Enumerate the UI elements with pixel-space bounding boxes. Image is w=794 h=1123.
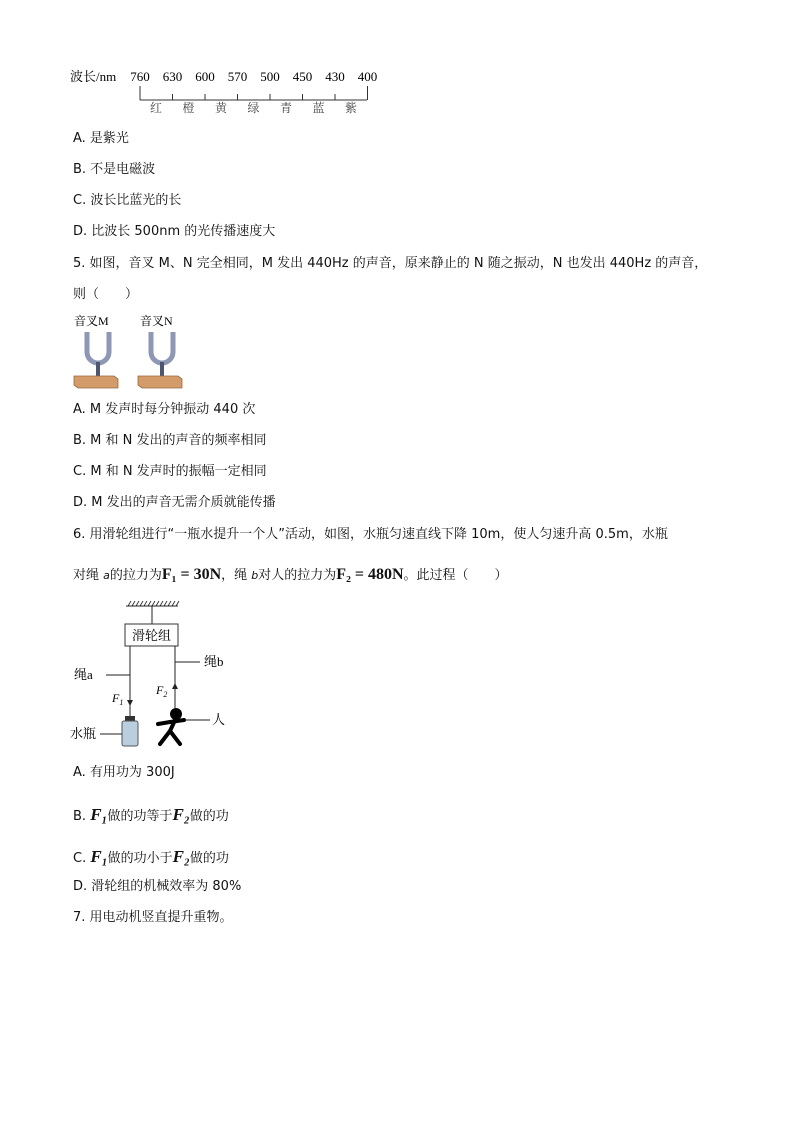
spectrum-color-label: 橙 [182, 101, 195, 115]
f2-label: F [156, 683, 164, 697]
spectrum-color-label: 红 [149, 101, 163, 115]
q5-option-c: C. M 和 N 发声时的振幅一定相同 [73, 464, 267, 479]
f1-symbol: F₁ [90, 847, 108, 866]
spectrum-color-label: 蓝 [312, 101, 325, 115]
wavelength-spectrum-figure [70, 64, 390, 116]
q6-option-c [73, 846, 229, 870]
f1-label: F [112, 691, 120, 705]
f2-symbol: F₂ [172, 847, 190, 866]
pulley-label: 滑轮组 [132, 628, 172, 643]
text: 的拉力为 [109, 568, 162, 583]
tuning-fork-m-icon [74, 332, 118, 388]
rope-b-label: 绳b [204, 654, 224, 669]
rope-a-label: 绳a [74, 667, 93, 682]
spectrum-axis-label: 波长/nm [70, 69, 117, 84]
rope-a-var: a [103, 569, 110, 582]
spectrum-color-label: 青 [279, 101, 293, 115]
spectrum-tick-label: 760 [130, 69, 150, 84]
q6-option-a: A. 有用功为 300J [73, 765, 175, 780]
q5-option-d: D. M 发出的声音无需介质就能传播 [73, 495, 276, 510]
spectrum-color-label: 紫 [344, 101, 358, 115]
pulley-system-figure [70, 596, 240, 752]
q4-option-c: C. 波长比蓝光的长 [73, 193, 182, 208]
q6-option-b [73, 804, 229, 828]
spectrum-tick-label: 600 [195, 69, 215, 84]
tuning-fork-n-icon [138, 332, 182, 388]
f2-symbol: F₂ [172, 805, 190, 824]
rope-b-var: b [251, 569, 259, 582]
svg-text:F1 [111, 691, 123, 707]
spectrum-tick-label: 500 [260, 69, 280, 84]
text: 做的功等于 [107, 809, 173, 824]
q5-stem: 5. 如图，音叉 M、N 完全相同，M 发出 440Hz 的声音，原来静止的 N 随之振动，N 也发出 440Hz 的声音， [73, 256, 708, 271]
q6-stem: 6. 用滑轮组进行“一瓶水提升一个人”活动，如图，水瓶匀速直线下降 10m，使人匀速升高 0.5m，水瓶 [73, 527, 668, 542]
fork-n-label: 音叉N [140, 314, 173, 328]
text: 做的功 [189, 851, 229, 866]
spectrum-tick-label: 400 [357, 69, 378, 84]
q4-option-d: D. 比波长 500nm 的光传播速度大 [73, 224, 276, 239]
water-bottle-icon [122, 716, 138, 746]
f1-equation: F₁ = 30N [161, 566, 222, 583]
spectrum-tick-label: 430 [325, 69, 345, 84]
text: ，绳 [221, 568, 252, 583]
text: 对绳 [73, 568, 104, 583]
person-label: 人 [212, 712, 226, 727]
q5-stem-cont: 则（ ） [73, 287, 139, 302]
q4-option-b: B. 不是电磁波 [73, 162, 156, 177]
q4-option-a: A. 是紫光 [73, 131, 129, 146]
text: C. [73, 851, 87, 866]
fork-m-label: 音叉M [74, 314, 109, 328]
q7-stem: 7. 用电动机竖直提升重物。 [73, 910, 233, 925]
q5-option-a: A. M 发声时每分钟振动 440 次 [73, 402, 256, 417]
text: 做的功小于 [107, 851, 173, 866]
text: 对人的拉力为 [258, 568, 337, 583]
q5-option-b: B. M 和 N 发出的声音的频率相同 [73, 433, 267, 448]
text: 。此过程（ ） [403, 568, 508, 583]
person-icon [158, 708, 184, 744]
spectrum-tick-label: 570 [227, 69, 248, 84]
bottle-label: 水瓶 [70, 726, 97, 741]
text: 做的功 [189, 809, 229, 824]
spectrum-tick-label: 450 [292, 69, 313, 84]
spectrum-color-label: 绿 [247, 101, 260, 115]
spectrum-tick-label: 630 [162, 69, 183, 84]
q6-stem-cont [73, 564, 508, 587]
spectrum-color-label: 黄 [214, 101, 228, 115]
f1-sub: 1 [119, 698, 124, 707]
q6-option-d: D. 滑轮组的机械效率为 80% [73, 879, 242, 894]
text: B. [73, 809, 87, 824]
f1-symbol: F₁ [90, 805, 108, 824]
f2-sub: 2 [163, 690, 168, 699]
tuning-forks-figure [70, 310, 200, 390]
f2-equation: F₂ = 480N [336, 566, 404, 583]
svg-text:F2 [155, 683, 167, 699]
